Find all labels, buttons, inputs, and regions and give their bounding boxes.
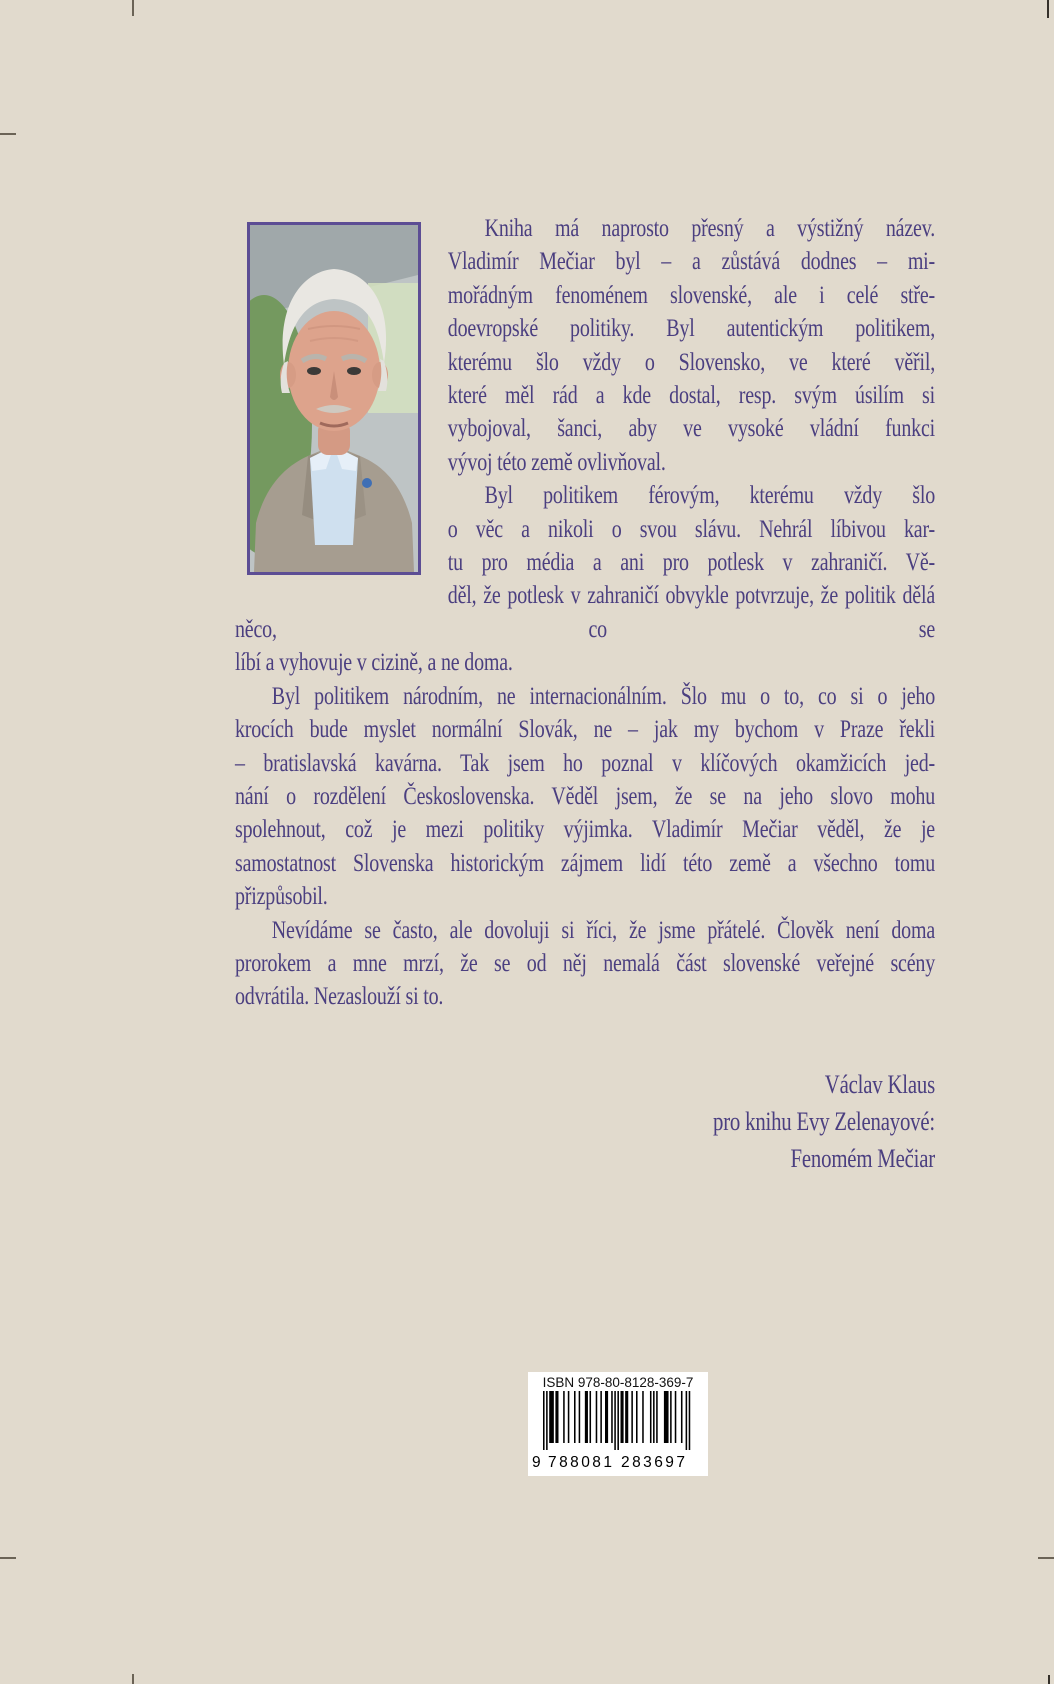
quote-line: odvrátila. Nezaslouží si to. [235,983,444,1011]
crop-mark-top-right [1047,0,1049,18]
crop-mark-right-lower [1038,1557,1054,1559]
quote-line: prorokem a mne mrzí, že se od něj nemalá část slovenské veřejné scény [235,949,935,977]
photo-float-spacer [235,212,448,580]
quote-line: Byl politikem národním, ne internacionálním. Šlo mu o to, co si o jeho [271,682,935,710]
quote-line: samostatnost Slovenska historickým zájmem lidí této země a všechno tomu [235,849,935,877]
crop-mark-top-left [132,0,134,16]
signature-author: Václav Klaus [824,1069,935,1099]
quote-line: děl, že potlesk v zahraničí obvykle potvrzuje, že politik dělá něco, co se [235,582,935,643]
quote-line: vývoj této země ovlivňoval. [447,448,666,476]
quote-line: – bratislavská kavárna. Tak jsem ho poznal v klíčových okamžicích jed- [235,749,935,777]
quote-line: mořádným fenoménem slovenské, ale i celé stře- [447,281,935,309]
quote-line: tu pro média a ani pro potlesk v zahraničí. Vě- [447,549,935,577]
signature-block [235,1066,935,1177]
quote-line: krocích bude myslet normální Slovák, ne – jak my bychom v Praze řekli [235,716,935,744]
ean13-digits: 788081 [548,1454,612,1471]
crop-mark-bottom-left [132,1674,134,1684]
quote-line: Byl politikem férovým, kterému vždy šlo [484,482,935,510]
quote-line: líbí a vyhovuje v cizině, a ne doma. [235,649,513,677]
quote-line: Nevídáme se často, ale dovoluji si říci, že jsme přátelé. Člověk není doma [271,916,935,944]
signature-context: pro knihu Evy Zelenayové: [712,1106,935,1136]
crop-mark-bottom-right [1048,1675,1050,1684]
quote-line: kterému šlo vždy o Slovensko, ve které věřil, [447,348,935,376]
isbn-barcode [528,1372,708,1476]
signature-booktitle: Fenomém Mečiar [790,1143,935,1173]
crop-mark-left-upper [0,133,16,135]
quote-line: nání o rozdělení Československa. Věděl jsem, že se na jeho slovo mohu [235,782,935,810]
quote-line: doevropské politiky. Byl autentickým politikem, [447,315,935,343]
quote-line: vybojoval, šanci, aby ve vysoké vládní funkci [447,415,935,443]
quote-block [235,212,935,1177]
quote-line: Kniha má naprosto přesný a výstižný název. [484,215,935,242]
ean13-digits: 9 [532,1454,541,1471]
ean13-digits: 283697 [621,1454,685,1471]
isbn-label: ISBN 978-80-8128-369-7 [542,1375,694,1390]
ean13-barcode [528,1391,708,1473]
quote-line: které měl rád a kde dostal, resp. svým úsilím si [447,382,935,410]
quote-line: o věc a nikoli o svou slávu. Nehrál líbivou kar- [447,515,935,543]
quote-line: přizpůsobil. [235,883,328,911]
crop-mark-left-lower [0,1557,16,1559]
quote-line: spolehnout, což je mezi politiky výjimka. Vladimír Mečiar věděl, že je [235,816,935,844]
quote-line: Vladimír Mečiar byl – a zůstává dodnes – mi- [447,248,935,276]
